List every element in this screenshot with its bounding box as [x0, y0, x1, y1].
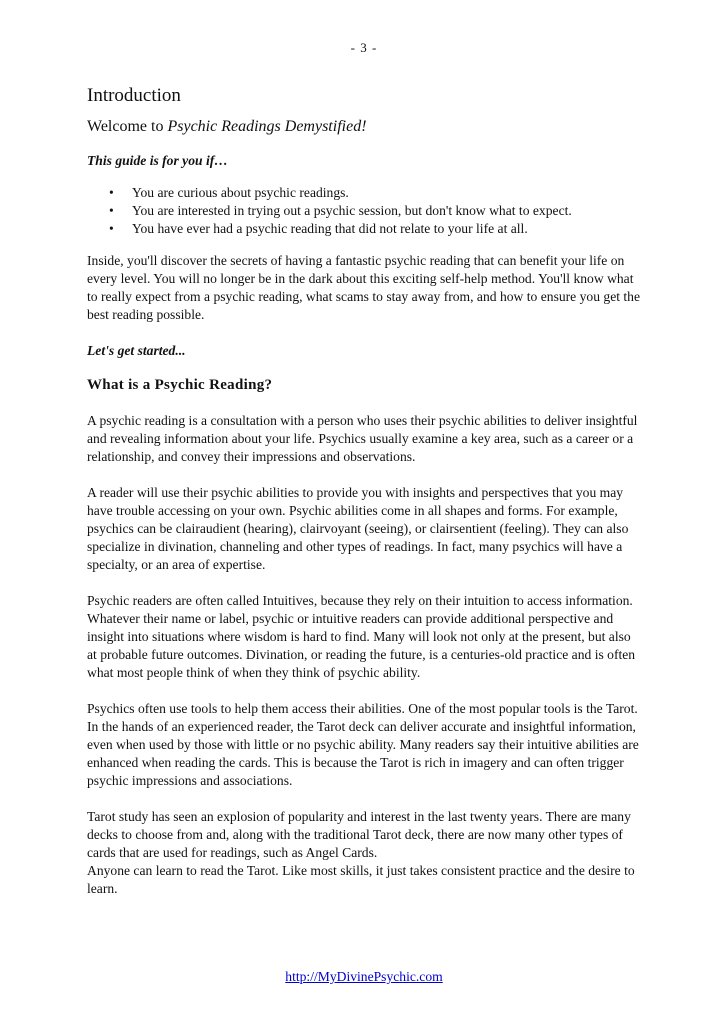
body-paragraph: Tarot study has seen an explosion of popularity and interest in the last twenty years. There are many decks to choose from and, along with the traditional Tarot deck, there are now many other types of cards that are used for readings, such as Angel Cards.	[87, 809, 631, 860]
bullet-icon: •	[109, 221, 114, 236]
body-paragraph: Psychics often use tools to help them access their abilities. One of the most popular tools is the Tarot. In the hands of an experienced reader, the Tarot deck can deliver accurate and insightful information, even when used by those with little or no psychic ability. Many readers say their intuitive abilities are enhanced when reading the cards. This is because the Tarot is rich in imagery and can often trigger psychic impressions and associations.	[87, 701, 639, 788]
welcome-line	[87, 116, 643, 138]
body-paragraph: A reader will use their psychic abilities to provide you with insights and perspectives that you may have trouble accessing on your own. Psychic abilities come in all shapes and forms. For example, psychics can be clairaudient (hearing), clairvoyant (seeing), or clairsentient (feeling). They can also specialize in divination, channeling and other types of readings. In fact, many psychics will have a specialty, or an area of expertise.	[87, 485, 629, 572]
section-title: What is a Psychic Reading?	[87, 377, 273, 393]
lets-get-started: Let's get started...	[87, 343, 186, 358]
list-item	[87, 202, 643, 220]
welcome-prefix: Welcome to	[87, 118, 168, 135]
footer	[0, 969, 728, 985]
introduction-heading: Introduction	[87, 85, 181, 106]
body-paragraph: A psychic reading is a consultation with a person who uses their psychic abilities to deliver insightful and revealing information about your life. Psychics usually examine a key area, such as a career or a relationship, and convey their impressions and observations.	[87, 413, 638, 464]
page-number: - 3 -	[350, 40, 378, 55]
list-item-text: You are curious about psychic readings.	[132, 185, 349, 200]
bullet-icon: •	[109, 185, 114, 200]
body-paragraph: Psychic readers are often called Intuitives, because they rely on their intuition to access information. Whatever their name or label, psychic or intuitive readers can provide additional perspective and insight into situations where wisdom is hard to find. Many will look not only at the present, but also at probable future outcomes. Divination, or reading the future, is a centuries-old practice and is often what most people think of when they think of psychic ability.	[87, 593, 636, 680]
list-item	[87, 220, 643, 238]
intro-paragraph: Inside, you'll discover the secrets of having a fantastic psychic reading that can benefit your life on every level. You will no longer be in the dark about this exciting self-help method. You'll know what to really expect from a psychic reading, what scams to stay away from, and how to ensure you get the best reading possible.	[87, 253, 641, 322]
body-paragraph: Anyone can learn to read the Tarot. Like most skills, it just takes consistent practice and the desire to learn.	[87, 863, 635, 896]
list-item	[87, 184, 643, 202]
website-link[interactable]: http://MyDivinePsychic.com	[285, 969, 443, 984]
guide-for-lead: This guide is for you if…	[87, 153, 228, 168]
list-item-text: You have ever had a psychic reading that did not relate to your life at all.	[132, 221, 528, 236]
list-item-text: You are interested in trying out a psychic session, but don't know what to expect.	[132, 203, 572, 218]
guide-title: Psychic Readings Demystified!	[167, 118, 367, 135]
page-content	[87, 84, 643, 916]
bullet-list	[87, 184, 643, 238]
bullet-icon: •	[109, 203, 114, 218]
